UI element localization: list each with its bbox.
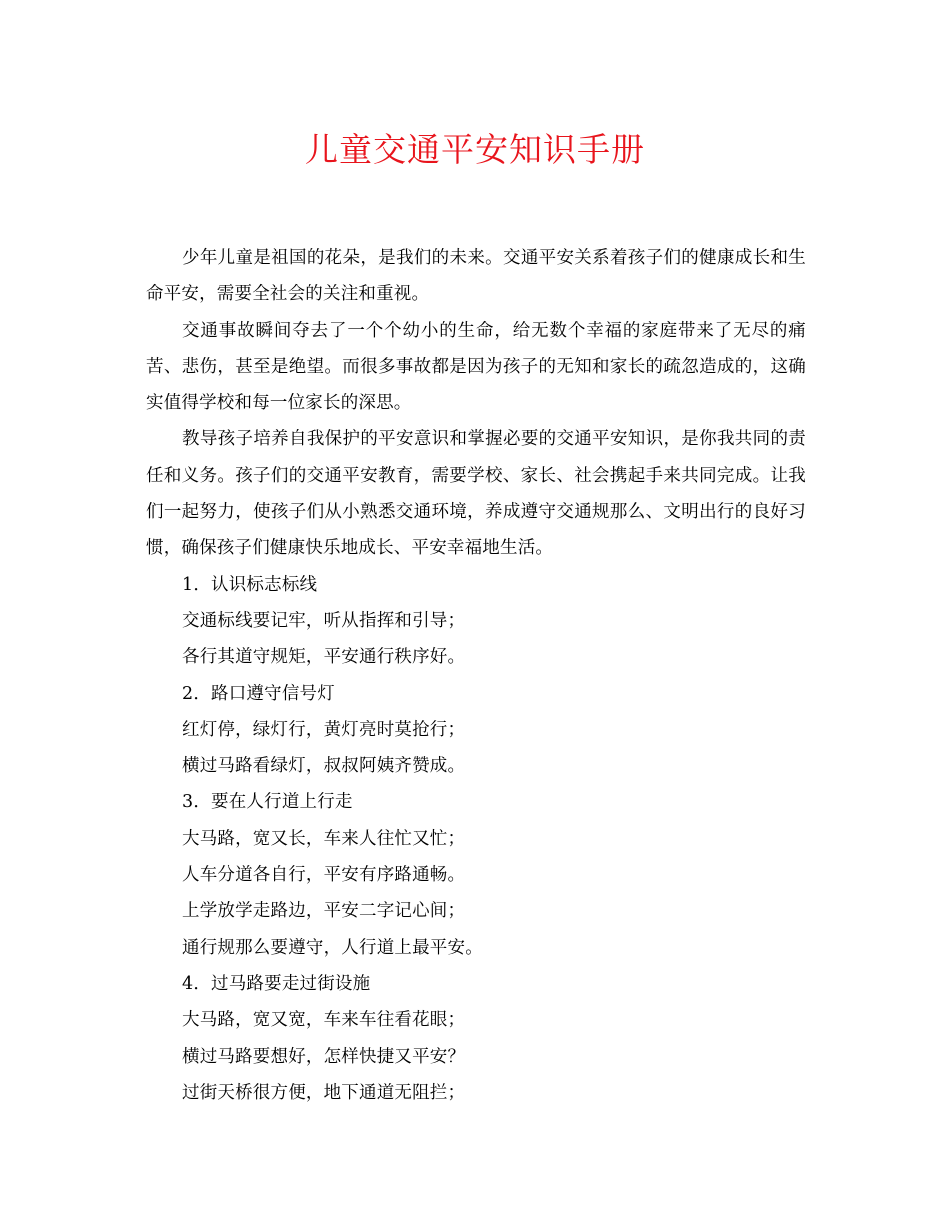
verse-line: 横过马路看绿灯，叔叔阿姨齐赞成。 bbox=[182, 756, 466, 777]
verse-line: 上学放学走路边，平安二字记心间； bbox=[182, 901, 466, 922]
section-heading: 2．路口遵守信号灯 bbox=[182, 683, 335, 704]
verse-line: 各行其道守规矩，平安通行秩序好。 bbox=[182, 647, 466, 668]
verse-line: 横过马路要想好，怎样快捷又平安？ bbox=[182, 1046, 466, 1067]
verse-line: 大马路，宽又长，车来人往忙又忙； bbox=[182, 828, 466, 849]
verse-line: 过街天桥很方便，地下通道无阻拦； bbox=[182, 1082, 466, 1103]
document-body bbox=[146, 240, 806, 1111]
verse-line: 人车分道各自行，平安有序路通畅。 bbox=[182, 865, 466, 886]
verse-line: 红灯停，绿灯行，黄灯亮时莫抢行； bbox=[182, 719, 466, 740]
paragraph-intro: 少年儿童是祖国的花朵，是我们的未来。交通平安关系着孩子们的健康成长和生命平安，需要全社会的关注和重视。 bbox=[146, 248, 806, 305]
paragraph-accidents: 交通事故瞬间夺去了一个个幼小的生命，给无数个幸福的家庭带来了无尽的痛苦、悲伤，甚至是绝望。而很多事故都是因为孩子的无知和家长的疏忽造成的，这确实值得学校和每一位家长的深思。 bbox=[146, 320, 806, 414]
verse-line: 大马路，宽又宽，车来车往看花眼； bbox=[182, 1010, 466, 1031]
verse-line: 通行规那么要遵守，人行道上最平安。 bbox=[182, 937, 483, 958]
document-title: 儿童交通平安知识手册 bbox=[305, 130, 645, 169]
section-heading: 4．过马路要走过街设施 bbox=[182, 973, 371, 994]
section-heading: 3．要在人行道上行走 bbox=[182, 792, 353, 813]
paragraph-education: 教导孩子培养自我保护的平安意识和掌握必要的交通平安知识，是你我共同的责任和义务。孩子们的交通平安教育，需要学校、家长、社会携起手来共同完成。让我们一起努力，使孩子们从小熟悉交通环境，养成遵守交通规那么、文明出行的良好习惯，确保孩子们健康快乐地成长、平安幸福地生活。 bbox=[146, 429, 806, 559]
verse-line: 交通标线要记牢，听从指挥和引导； bbox=[182, 610, 466, 631]
section-heading: 1．认识标志标线 bbox=[182, 574, 318, 595]
